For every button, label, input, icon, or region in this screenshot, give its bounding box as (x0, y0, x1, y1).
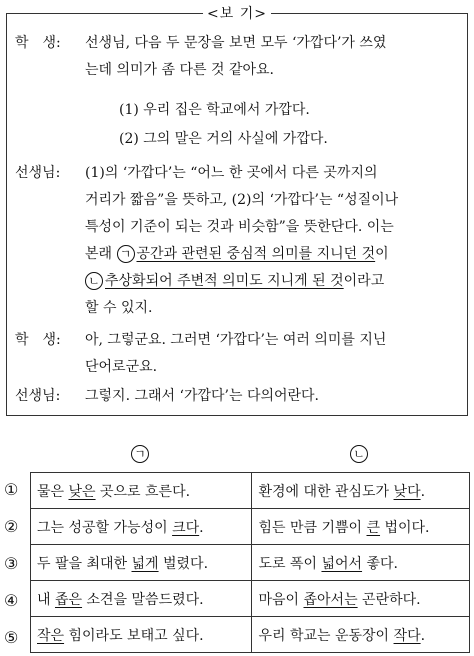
speaker-label: 선생님: (15, 165, 61, 181)
option-cell-a: 그는 성공할 가능성이 크다. (31, 509, 252, 545)
option-cell-a: 내 좁은 소견을 말씀드렸다. (31, 581, 252, 617)
option-number[interactable]: ⑤ (4, 628, 19, 647)
underlined-word: 작다 (393, 627, 421, 644)
option-number[interactable]: ① (4, 480, 19, 499)
option-row[interactable] (31, 509, 470, 545)
dialogue-line: 단어로군요. (85, 359, 158, 375)
option-row[interactable] (31, 545, 470, 581)
mark-nieun: ㄴ (85, 272, 103, 290)
option-cell-a: 작은 힘이라도 보태고 싶다. (31, 617, 252, 653)
option-cell-b: 환경에 대한 관심도가 낮다. (252, 473, 470, 509)
options-table (30, 472, 470, 653)
dialogue-line: 본래 ㄱ 공간과 관련된 중심적 의미를 지니던 것이 (85, 246, 389, 262)
option-cell-b: 도로 폭이 넓어서 좋다. (252, 545, 470, 581)
speaker-label: 학 생: (15, 35, 61, 51)
dialogue-teacher-1 (15, 160, 463, 322)
dialogue-line: 아, 그렇군요. 그러면 ‘가깝다’는 여러 의미를 지닌 (85, 332, 387, 348)
underlined-word: 넓게 (131, 555, 159, 572)
dialogue-line: 선생님, 다음 두 문장을 보면 모두 ‘가깝다’가 쓰였 (85, 35, 387, 51)
option-cell-a: 물은 낮은 곳으로 흐른다. (31, 473, 252, 509)
underlined-word: 큰 (366, 519, 381, 536)
example-sentence-2: (2) 그의 말은 거의 사실에 가깝다. (119, 131, 328, 147)
column-header-a: ㄱ (131, 443, 155, 467)
mark-giyeok: ㄱ (117, 245, 135, 263)
underlined-word: 좁아서는 (303, 591, 358, 608)
underlined-phrase-b: 추상화되어 주변적 의미도 지니게 된 것 (105, 273, 344, 289)
underlined-word: 낮은 (68, 483, 96, 500)
dialogue-line: 그렇지. 그래서 ‘가깝다’는 다의어란다. (85, 388, 320, 404)
underlined-phrase-a: 공간과 관련된 중심적 의미를 지니던 것 (136, 246, 376, 262)
underlined-word: 낮다 (393, 483, 421, 500)
option-number[interactable]: ② (4, 517, 19, 536)
dialogue-student-1 (15, 30, 463, 84)
underlined-word: 크다 (172, 519, 200, 536)
dialogue-line: 는데 의미가 좀 다른 것 같아요. (85, 62, 274, 78)
dialogue-line: 특성이 기준이 되는 것과 비슷함”을 뜻한단다. 이는 (85, 219, 394, 235)
option-cell-b: 우리 학교는 운동장이 작다. (252, 617, 470, 653)
dialogue-line: ㄴ 추상화되어 주변적 의미도 지니게 된 것이라고 (85, 268, 463, 295)
dialogue-line: 할 수 있지. (85, 300, 153, 316)
example-sentence-1: (1) 우리 집은 학교에서 가깝다. (119, 102, 310, 118)
speaker-label: 선생님: (15, 388, 61, 404)
speaker-label: 학 생: (15, 332, 61, 348)
option-row[interactable] (31, 617, 470, 653)
option-cell-a: 두 팔을 최대한 넓게 벌렸다. (31, 545, 252, 581)
underlined-word: 좁은 (54, 591, 83, 608)
dialogue-line: (1)의 ‘가깝다’는 “어느 한 곳에서 다른 곳까지의 (85, 165, 378, 181)
box-title: <보 기> (203, 5, 271, 23)
option-row[interactable] (31, 581, 470, 617)
bogi-box (6, 6, 468, 416)
dialogue-line: 거리가 짧음”을 뜻하고, (2)의 ‘가깝다’는 “성질이나 (85, 192, 399, 208)
dialogue-student-2 (15, 327, 463, 381)
option-row[interactable] (31, 473, 470, 509)
underlined-word: 넓어서 (321, 555, 363, 572)
underlined-word: 작은 (37, 627, 65, 644)
option-cell-b: 마음이 좁아서는 곤란하다. (252, 581, 470, 617)
option-cell-b: 힘든 만큼 기쁨이 큰 법이다. (252, 509, 470, 545)
option-number[interactable]: ④ (4, 591, 19, 610)
column-header-b: ㄴ (350, 443, 374, 467)
dialogue-teacher-2 (15, 383, 463, 410)
option-number[interactable]: ③ (4, 554, 19, 573)
